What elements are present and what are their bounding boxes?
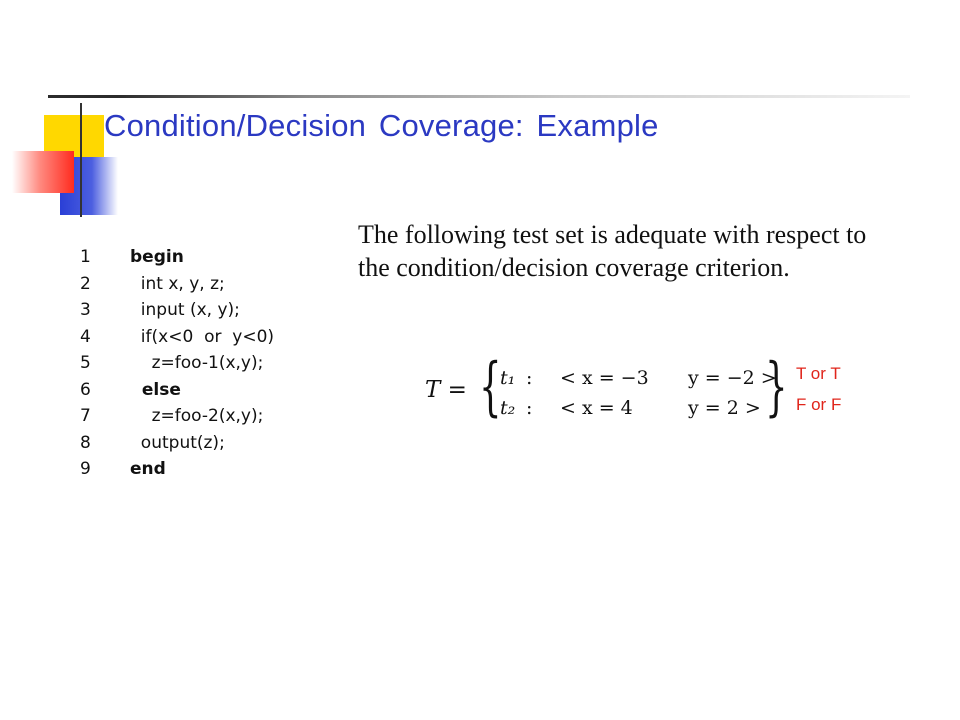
code-line [80, 297, 274, 324]
formula-lhs [425, 377, 467, 403]
line-number: 7 [80, 406, 91, 427]
test-case-row [500, 367, 777, 389]
test-colon: : [526, 367, 533, 389]
description-text: The following test set is adequate with respect to the condition/decision coverage criterion. [358, 220, 867, 282]
test-colon: : [526, 397, 533, 419]
code-text: z=foo-1(x,y); [130, 353, 264, 374]
test-case-row [500, 397, 761, 419]
test-y-value: y = −2 > [688, 367, 777, 389]
line-number: 1 [80, 247, 91, 268]
test-id: t₁ [500, 367, 516, 389]
code-line [80, 244, 274, 271]
code-text: z=foo-2(x,y); [130, 406, 264, 427]
equals-sign: = [447, 377, 467, 403]
code-text: input (x, y); [130, 300, 240, 321]
logo-vertical-line [80, 103, 82, 217]
slide-title: Condition/Decision Coverage: Example [104, 108, 659, 143]
code-text: end [130, 459, 166, 480]
code-line [80, 403, 274, 430]
set-name: T [425, 377, 441, 403]
line-number: 9 [80, 459, 91, 480]
left-brace: { [479, 350, 502, 424]
annotation-true-true: T or T [796, 364, 841, 383]
code-text: int x, y, z; [130, 273, 225, 294]
test-x-value: < x = −3 [560, 367, 649, 389]
test-y-value: y = 2 > [688, 397, 761, 419]
line-number: 3 [80, 300, 91, 321]
annotation-false-false: F or F [796, 395, 842, 414]
line-number: 4 [80, 326, 91, 347]
logo-red-bar [12, 151, 74, 193]
test-x-value: < x = 4 [560, 397, 633, 419]
line-number: 5 [80, 353, 91, 374]
code-line [80, 324, 274, 351]
code-listing [80, 244, 274, 483]
right-brace: } [765, 350, 788, 424]
code-line [80, 456, 274, 483]
code-line [80, 377, 274, 404]
code-text: output(z); [130, 432, 225, 453]
line-number: 6 [80, 379, 91, 400]
code-line [80, 350, 274, 377]
line-number: 8 [80, 432, 91, 453]
line-number: 2 [80, 273, 91, 294]
title-underline [48, 95, 910, 98]
test-id: t₂ [500, 397, 516, 419]
code-text: if(x<0 or y<0) [130, 326, 275, 347]
code-line [80, 271, 274, 298]
code-line [80, 430, 274, 457]
code-text: else [130, 379, 181, 400]
code-text: begin [130, 247, 184, 268]
